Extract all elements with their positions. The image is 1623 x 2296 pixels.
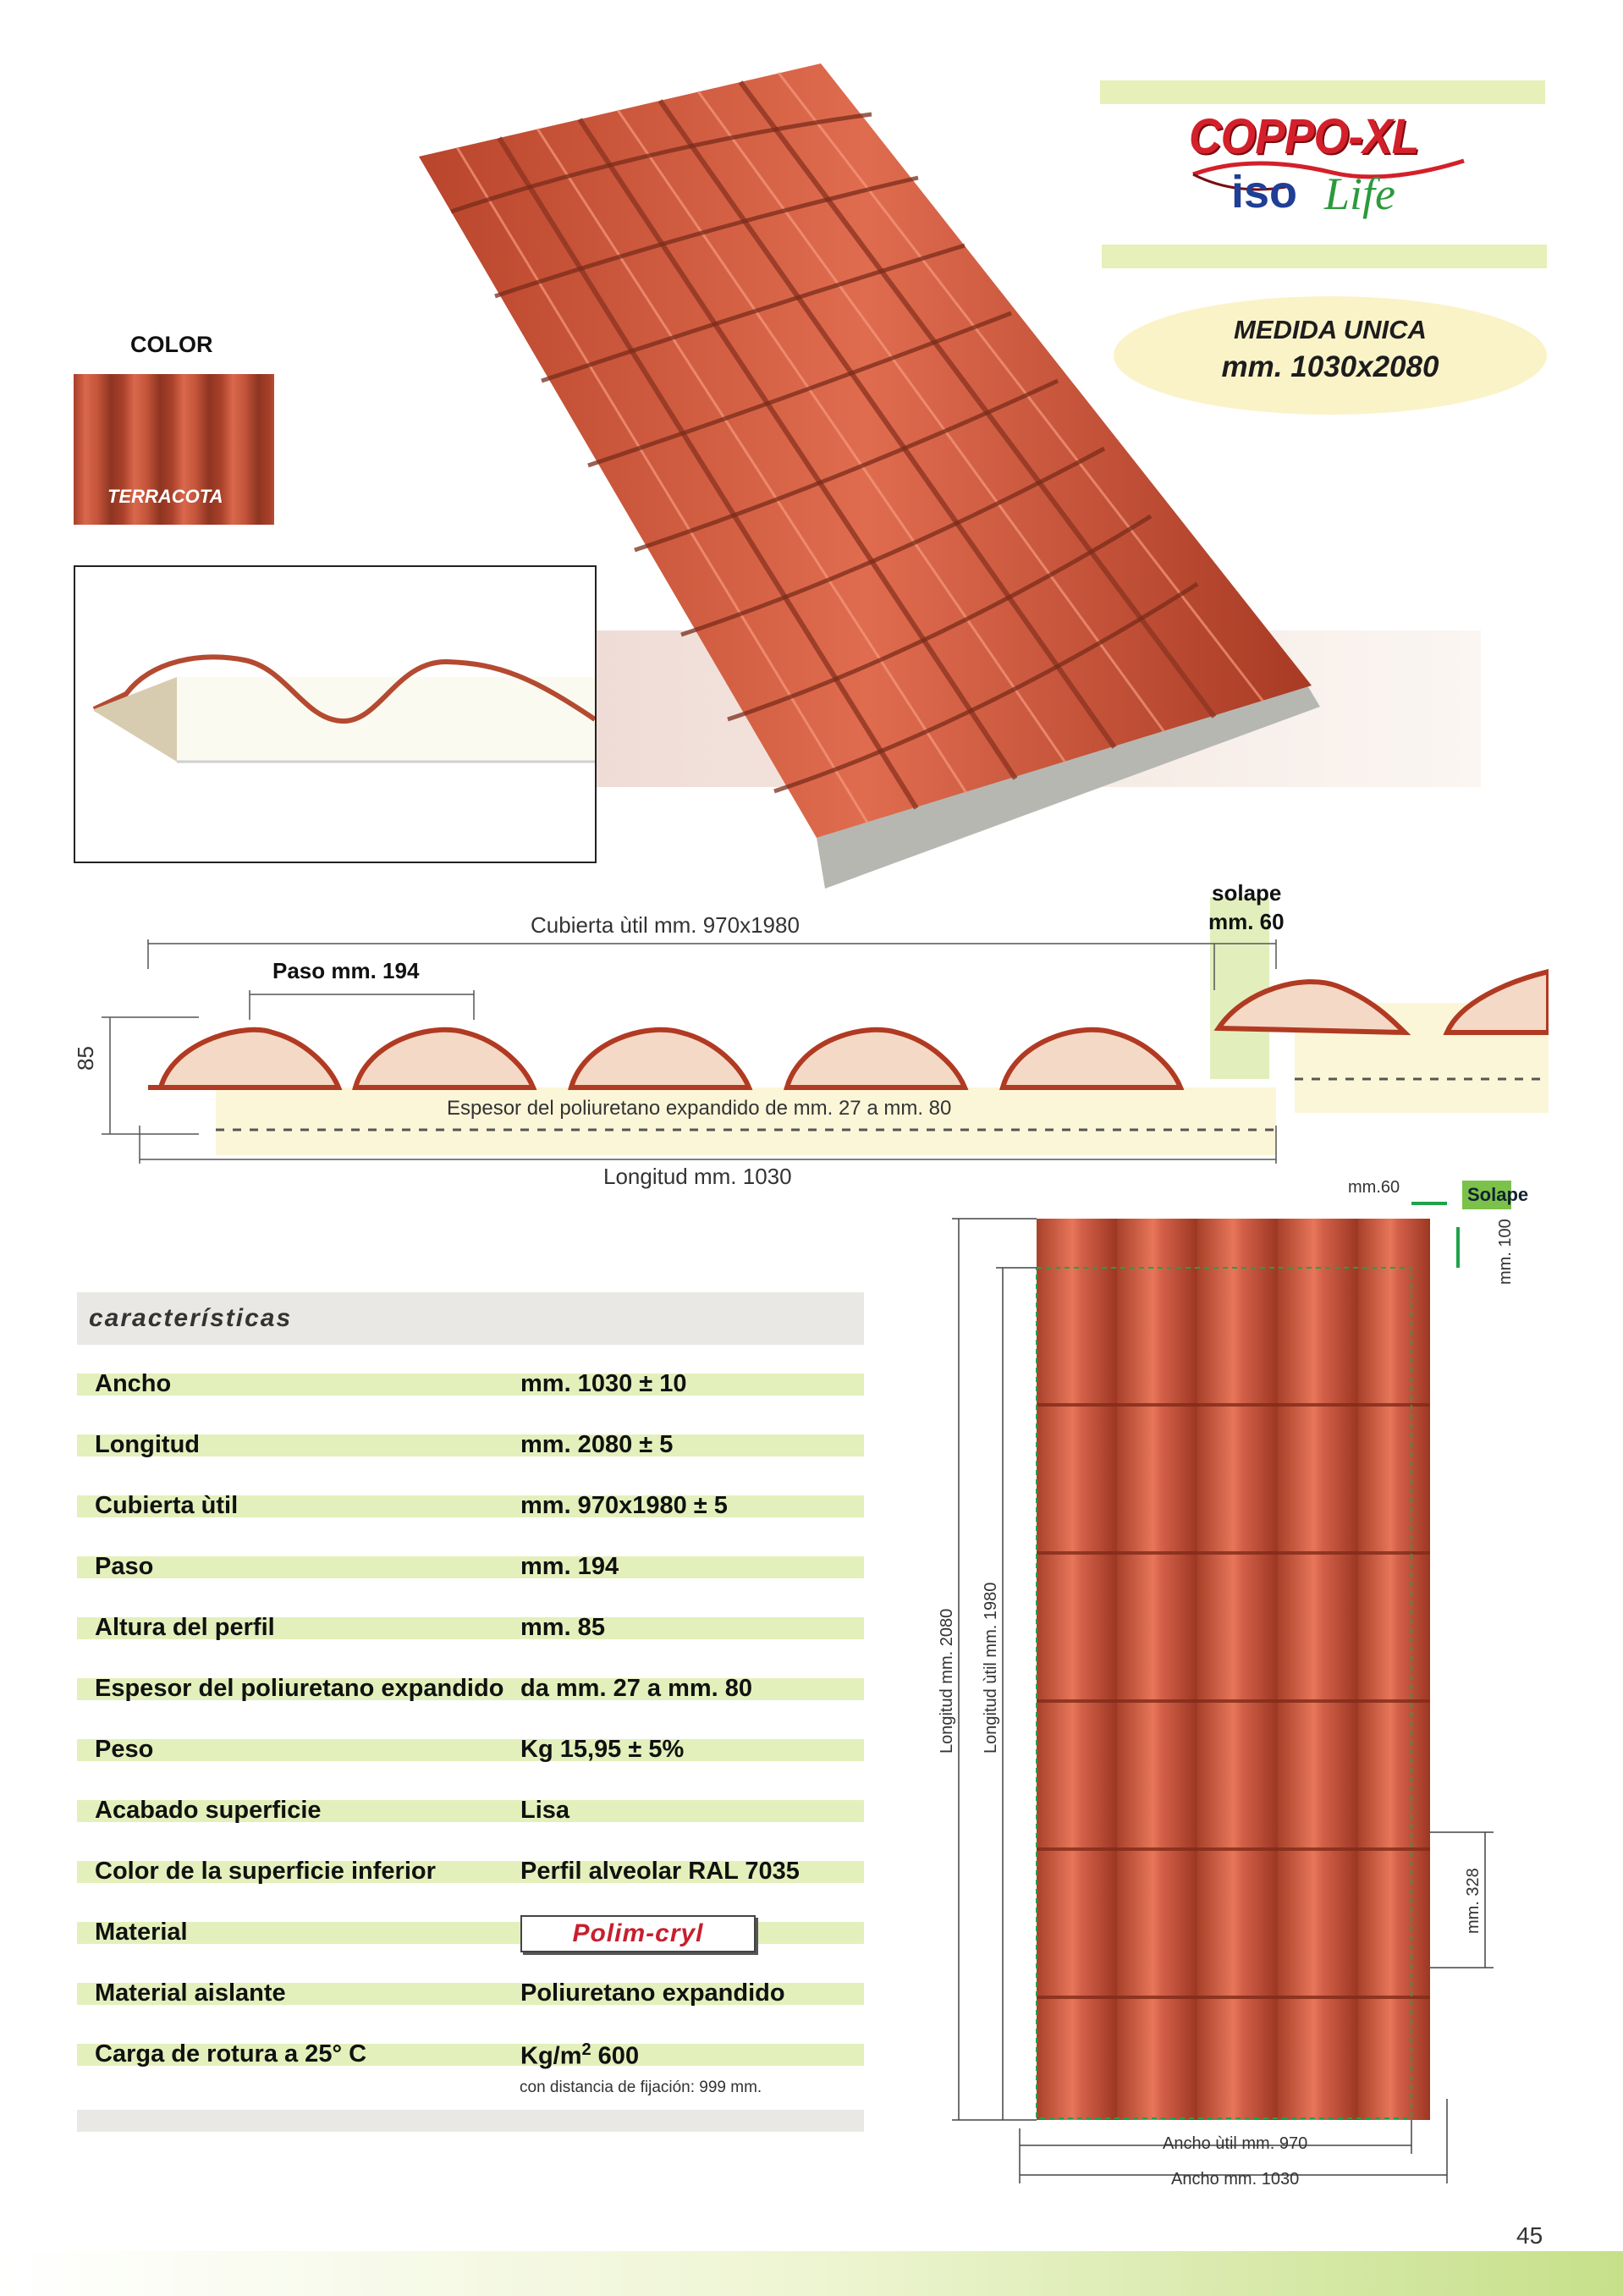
profile-section-box (74, 565, 597, 863)
color-title: COLOR (130, 332, 213, 357)
ancho-label: Ancho mm. 1030 (1171, 2170, 1300, 2189)
row-label-material-aislante: Material aislante (95, 1979, 286, 2007)
color-swatch-terracota (74, 374, 274, 525)
row-label-peso: Peso (95, 1736, 154, 1763)
swatch-label: TERRACOTA (107, 486, 223, 507)
row-bar (77, 1739, 864, 1761)
row-value-peso: Kg 15,95 ± 5% (520, 1736, 685, 1763)
row-value-acabado: Lisa (520, 1797, 570, 1824)
characteristics-title: características (89, 1304, 293, 1332)
row-label-color-inferior: Color de la superficie inferior (95, 1858, 436, 1885)
solape-label: solape (1212, 880, 1282, 906)
longitud-util-label: Longitud ùtil mm. 1980 (982, 1582, 1000, 1754)
overlap-vertical-label: mm. 100 (1496, 1219, 1515, 1285)
cubierta-util-label: Cubierta ùtil mm. 970x1980 (531, 912, 800, 938)
row-value-color-inferior: Perfil alveolar RAL 7035 (520, 1858, 800, 1885)
row-label-longitud: Longitud (95, 1431, 201, 1458)
logo-iso: iso (1231, 167, 1298, 217)
profile-section-drawing (75, 567, 595, 862)
row-label-carga: Carga de rotura a 25° C (95, 2040, 367, 2068)
row-value-espesor: da mm. 27 a mm. 80 (520, 1675, 753, 1702)
row-value-altura: mm. 85 (520, 1614, 605, 1641)
bottom-gradient-band (0, 2251, 1623, 2296)
row-label-acabado: Acabado superficie (95, 1797, 322, 1824)
row-value-paso: mm. 194 (520, 1553, 619, 1580)
row-bar (77, 1374, 864, 1396)
row-label-material: Material (95, 1919, 188, 1946)
carga-unit: Kg/m (520, 2042, 582, 2070)
row-value-longitud: mm. 2080 ± 5 (520, 1431, 674, 1458)
solape-tag: Solape (1462, 1181, 1511, 1209)
altura-label: 85 (73, 1046, 98, 1071)
medida-size: mm. 1030x2080 (1221, 350, 1439, 383)
paso-vertical-label: mm. 328 (1464, 1868, 1483, 1934)
solape-value: mm. 60 (1208, 909, 1285, 934)
row-label-paso: Paso (95, 1553, 154, 1580)
longitud-total-label: Longitud mm. 2080 (938, 1608, 956, 1754)
characteristics-header (77, 1292, 864, 1345)
espesor-label: Espesor del poliuretano expandido de mm. 27 a mm. 80 (447, 1097, 952, 1120)
panel-top-view-drawing (935, 1168, 1527, 2205)
row-label-espesor: Espesor del poliuretano expandido (95, 1675, 504, 1702)
logo-life: Life (1324, 168, 1396, 219)
row-value-material-aislante: Poliuretano expandido (520, 1979, 785, 2007)
ancho-util-label: Ancho ùtil mm. 970 (1163, 2134, 1308, 2153)
logo-coppo-xl: COPPO-XL (1189, 109, 1419, 164)
paso-label: Paso mm. 194 (272, 958, 420, 983)
carga-footnote: con distancia de fijación: 999 mm. (520, 2079, 762, 2096)
row-bar (77, 1556, 864, 1578)
carga-value: 600 (591, 2042, 640, 2070)
row-label-altura: Altura del perfil (95, 1614, 275, 1641)
overlap-horizontal-label: mm.60 (1348, 1178, 1400, 1197)
page-number: 45 (1516, 2222, 1543, 2249)
row-label-ancho: Ancho (95, 1370, 172, 1397)
row-value-cubierta: mm. 970x1980 ± 5 (520, 1492, 728, 1519)
longitud-label: Longitud mm. 1030 (603, 1164, 792, 1189)
row-label-cubierta: Cubierta ùtil (95, 1492, 239, 1519)
row-value-carga (520, 2040, 639, 2071)
characteristics-footer (77, 2110, 864, 2132)
medida-title: MEDIDA UNICA (1234, 315, 1427, 344)
polim-cryl-logo: Polim-cryl (520, 1915, 756, 1952)
carga-unit-sup: 2 (581, 2040, 591, 2059)
profile-dimension-drawing (76, 872, 1549, 1185)
row-value-ancho: mm. 1030 ± 10 (520, 1370, 687, 1397)
